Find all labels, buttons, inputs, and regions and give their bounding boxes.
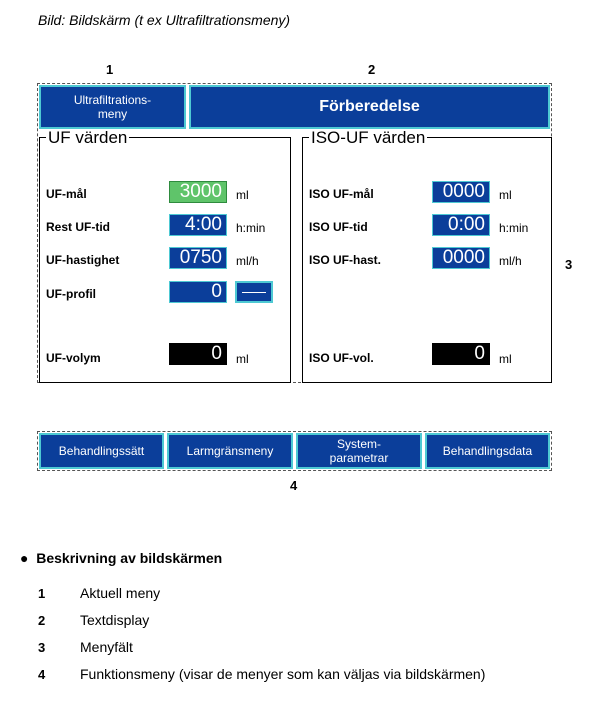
iso-uf-rate-unit: ml/h (499, 254, 522, 268)
uf-rate-unit: ml/h (236, 254, 259, 268)
callout-2: 2 (368, 62, 376, 77)
uf-profile-select-button[interactable] (235, 281, 273, 303)
callout-4: 4 (290, 478, 298, 493)
legend-text: Aktuell meny (80, 585, 161, 601)
uf-goal-value[interactable]: 3000 (169, 181, 227, 203)
uf-profile-label: UF-profil (46, 287, 96, 301)
legend-number: 3 (38, 640, 46, 655)
bullet-icon: ● (20, 550, 29, 566)
legend-number: 4 (38, 667, 46, 682)
treatment-mode-button[interactable]: Behandlingssätt (39, 433, 164, 469)
system-parameters-button[interactable]: System- parametrar (296, 433, 422, 469)
legend-text: Funktionsmeny (visar de menyer som kan väljas via bildskärmen) (80, 666, 486, 682)
iso-uf-volume-label: ISO UF-vol. (309, 351, 374, 365)
figure-caption: Bild: Bildskärm (t ex Ultrafiltrationsmeny) (38, 12, 291, 28)
iso-panel-title: ISO-UF värden (311, 128, 426, 147)
legend-number: 2 (38, 613, 46, 628)
legend-text: Menyfält (80, 639, 133, 655)
uf-panel-title: UF värden (48, 128, 128, 147)
text-display: Förberedelse (189, 85, 550, 129)
iso-uf-volume-unit: ml (499, 352, 512, 366)
flat-profile-icon (242, 292, 266, 293)
rest-uf-time-value[interactable]: 4:00 (169, 214, 227, 236)
iso-uf-goal-label: ISO UF-mål (309, 187, 374, 201)
uf-volume-value: 0 (169, 343, 227, 365)
description-heading-text: Beskrivning av bildskärmen (36, 550, 223, 566)
iso-uf-goal-value[interactable]: 0000 (432, 181, 490, 203)
uf-rate-value[interactable]: 0750 (169, 247, 227, 269)
rest-uf-time-unit: h:min (236, 221, 266, 235)
iso-uf-goal-unit: ml (499, 188, 512, 202)
iso-uf-rate-label: ISO UF-hast. (309, 253, 382, 267)
description-heading (20, 550, 222, 566)
alarm-limits-button[interactable]: Larmgränsmeny (167, 433, 293, 469)
uf-volume-label: UF-volym (46, 351, 101, 365)
iso-uf-volume-value: 0 (432, 343, 490, 365)
uf-profile-value[interactable]: 0 (169, 281, 227, 303)
current-menu-button[interactable]: Ultrafiltrations- meny (39, 85, 186, 129)
legend-number: 1 (38, 586, 46, 601)
iso-uf-rate-value[interactable]: 0000 (432, 247, 490, 269)
callout-1: 1 (106, 62, 114, 77)
uf-goal-label: UF-mål (46, 187, 87, 201)
rest-uf-time-label: Rest UF-tid (46, 220, 110, 234)
legend-text: Textdisplay (80, 612, 150, 628)
iso-uf-time-unit: h:min (499, 221, 529, 235)
callout-3: 3 (565, 257, 573, 272)
uf-volume-unit: ml (236, 352, 249, 366)
iso-uf-time-label: ISO UF-tid (309, 220, 368, 234)
uf-rate-label: UF-hastighet (46, 253, 120, 267)
uf-goal-unit: ml (236, 188, 249, 202)
treatment-data-button[interactable]: Behandlingsdata (425, 433, 550, 469)
iso-uf-time-value[interactable]: 0:00 (432, 214, 490, 236)
